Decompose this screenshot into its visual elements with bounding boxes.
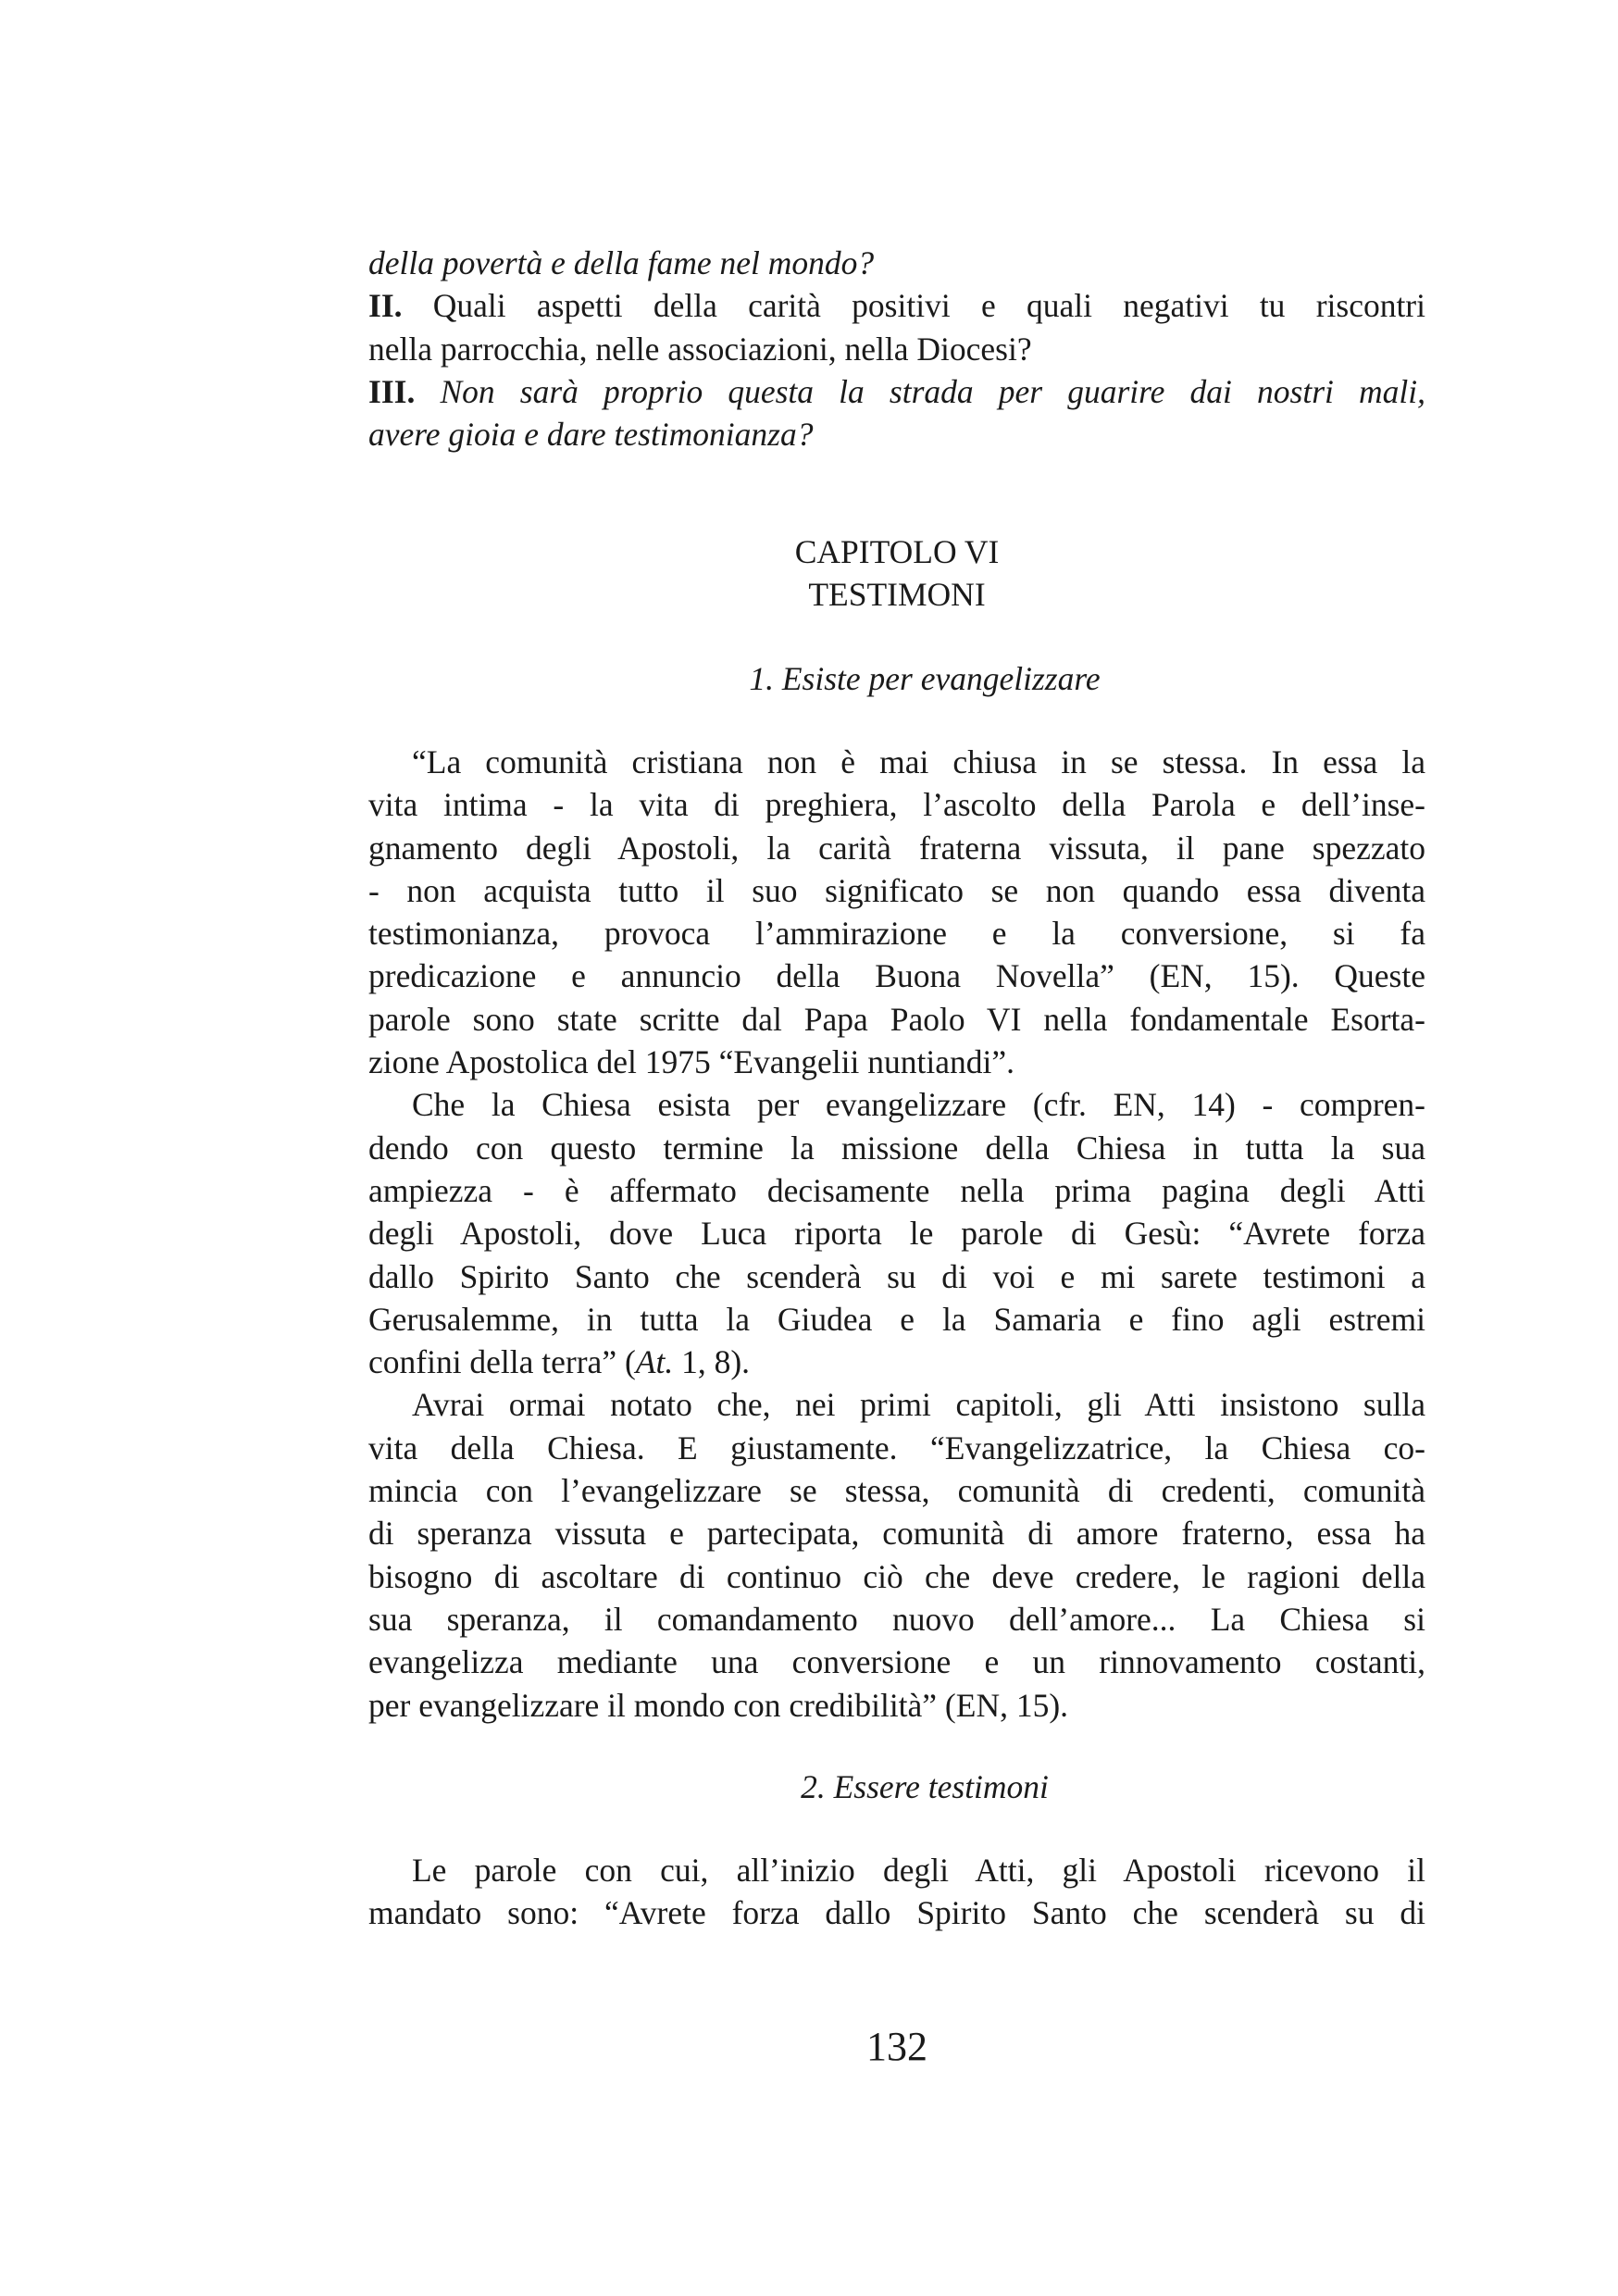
chapter-heading (368, 530, 1425, 617)
question-1-tail: della povertà e della fame nel mondo? (368, 244, 875, 281)
text-line: Gerusalemme, in tutta la Giudea e la Samaria e fino agli estremi (368, 1300, 1425, 1338)
text-line: degli Apostoli, dove Luca riporta le parole di Gesù: “Avrete forza (368, 1215, 1425, 1253)
citation-line (368, 1341, 1425, 1383)
question-3-line-2: avere gioia e dare testimonianza? (368, 416, 814, 454)
citation-pre: confini della terra” ( (368, 1343, 636, 1381)
text-line: Le parole con cui, all’inizio degli Atti, gli Apostoli ricevono il (412, 1852, 1425, 1889)
text-line: per evangelizzare il mondo con credibilità” (EN, 15). (368, 1686, 1069, 1724)
text-line: bisogno di ascoltare di continuo ciò che deve credere, le ragioni della (368, 1557, 1425, 1595)
text-line: zione Apostolica del 1975 “Evangelii nuntiandi”. (368, 1043, 1014, 1081)
question-2-text: Quali aspetti della carità positivi e quali negativi tu riscontri (402, 287, 1425, 325)
section-2-heading: 2. Essere testimoni (801, 1768, 1049, 1805)
question-3 (368, 370, 1425, 413)
section-2-heading-block (368, 1766, 1425, 1808)
discussion-questions (368, 242, 1425, 455)
text-line: - non acquista tutto il suo significato se non quando essa diventa (368, 871, 1425, 909)
page-number: 132 (866, 2024, 927, 2069)
chapter-title: TESTIMONI (808, 576, 986, 614)
section-1-heading: 1. Esiste per evangelizzare (749, 660, 1101, 697)
text-line: mandato sono: “Avrete forza dallo Spirito Santo che scenderà su di (368, 1894, 1425, 1932)
text-line: predicazione e annuncio della Buona Novella” (EN, 15). Queste (368, 957, 1425, 995)
section-2-body (368, 1849, 1425, 1935)
section-1-body (368, 741, 1425, 1727)
text-line: mincia con l’evangelizzare se stessa, comunità di credenti, comunità (368, 1472, 1425, 1510)
citation-ref: At. (635, 1343, 674, 1381)
question-3-text: Non sarà proprio questa la strada per guarire dai nostri mali, (415, 372, 1425, 410)
text-line: Che la Chiesa esista per evangelizzare (cfr. EN, 14) - compren- (412, 1086, 1425, 1124)
section-1-heading-block (368, 657, 1425, 700)
question-2-line-2: nella parrocchia, nelle associazioni, nella Diocesi? (368, 330, 1032, 368)
text-line: dallo Spirito Santo che scenderà su di voi e mi sarete testimoni a (368, 1257, 1425, 1295)
text-line: di speranza vissuta e partecipata, comunità di amore fraterno, essa ha (368, 1515, 1425, 1553)
text-line: sua speranza, il comandamento nuovo dell’amore... La Chiesa si (368, 1600, 1425, 1638)
text-line: gnamento degli Apostoli, la carità fraterna vissuta, il pane spezzato (368, 829, 1425, 867)
text-line: evangelizza mediante una conversione e un rinnovamento costanti, (368, 1643, 1425, 1681)
question-2-number: II. (368, 287, 403, 325)
text-line: Avrai ormai notato che, nei primi capitoli, gli Atti insistono sulla (412, 1386, 1425, 1424)
text-line: vita della Chiesa. E giustamente. “Evangelizzatrice, la Chiesa co- (368, 1429, 1425, 1466)
text-line: parole sono state scritte dal Papa Paolo VI nella fondamentale Esorta- (368, 1000, 1425, 1038)
chapter-label: CAPITOLO VI (794, 533, 1000, 570)
question-3-number: III. (368, 372, 416, 410)
text-line: dendo con questo termine la missione della Chiesa in tutta la sua (368, 1129, 1425, 1167)
text-line: “La comunità cristiana non è mai chiusa in se stessa. In essa la (412, 743, 1425, 780)
text-line: vita intima - la vita di preghiera, l’ascolto della Parola e dell’inse- (368, 786, 1425, 824)
text-line: testimonianza, provoca l’ammirazione e la conversione, si fa (368, 915, 1425, 953)
question-2 (368, 284, 1425, 327)
text-line: ampiezza - è affermato decisamente nella prima pagina degli Atti (368, 1171, 1425, 1209)
citation-post: 1, 8). (673, 1343, 751, 1381)
